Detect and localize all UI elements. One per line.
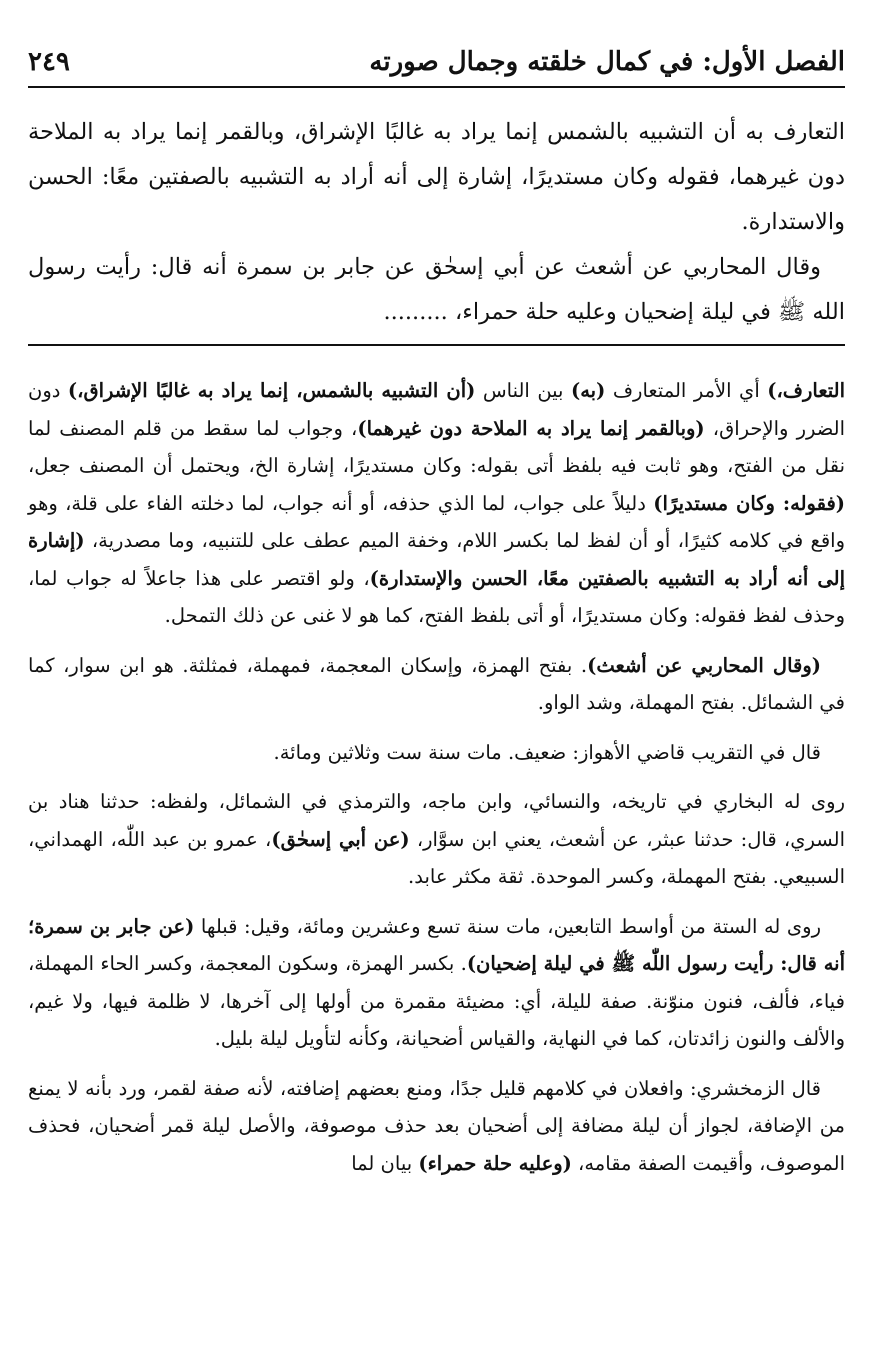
- commentary-p1-segment-8: (فقوله: وكان مستديرًا): [653, 491, 845, 515]
- commentary-p4-segment-1: (عن أبي إسحٰق): [271, 827, 410, 851]
- commentary-p6-segment-2: بيان لما: [351, 1151, 419, 1175]
- main-text-paragraph-1: التعارف به أن التشبيه بالشمس إنما يراد به غالبًا الإشراق، وبالقمر إنما يراد به الملاحة دون غيرهما، فقوله وكان مستديرًا، إشارة إلى أنه أراد به التشبيه بالصفتين معًا: الحسن والاستدارة.: [28, 119, 845, 235]
- commentary-p1-segment-7: ، وجواب لما سقط من قلم المصنف لما نقل من الفتح، وهو ثابت فيه بلفظ أتى بقوله: وكان مستديرًا، إشارة الخ، ويحتمل أن المصنف جعل،: [28, 416, 845, 477]
- commentary-p1-segment-1: أي الأمر المتعارف: [605, 379, 768, 402]
- commentary-p1-segment-5: دون الضرر والإحراق،: [28, 379, 846, 440]
- commentary-p1-segment-4: (أن التشبيه بالشمس، إنما يراد به غالبًا الإشراق،): [67, 379, 476, 402]
- commentary-p1-segment-3: بين الناس: [475, 379, 571, 402]
- commentary-p1-segment-9: دليلاً على جواب، لما الذي حذفه، أو أنه جواب، لما دخلته الفاء على قلة، وهو واقع في كلامه كثيرًا، أو أن لفظ لما بكسر اللام، وخفة الميم عطف على للتنبيه، وما مصدرية،: [28, 491, 845, 552]
- commentary-p5-segment-0: روى له الستة من أواسط التابعين، مات سنة تسع وعشرين ومائة، وقيل: قبلها: [194, 914, 822, 938]
- commentary-paragraph-4: [28, 783, 845, 896]
- commentary-p1-segment-2: (به): [570, 379, 606, 402]
- commentary-p5-segment-1: (عن جابر بن سمرة؛ أنه قال: رأيت رسول اللّٰه ﷺ في ليلة إضحيان): [28, 914, 845, 975]
- commentary-paragraph-1: [28, 372, 845, 635]
- commentary: [28, 372, 845, 1194]
- main-text-paragraph-2: وقال المحاربي عن أشعث عن أبي إسحٰق عن جابر بن سمرة أنه قال: رأيت رسول الله ﷺ في ليلة إضحيان وعليه حلة حمراء، .........: [28, 254, 845, 325]
- commentary-p4-segment-0: روى له البخاري في تاريخه، والنسائي، وابن ماجه، والترمذي في الشمائل، ولفظه: حدثنا هناد بن السري، قال: حدثنا عبثر، عن أشعث، يعني ابن سوَّار،: [28, 790, 845, 851]
- commentary-p6-segment-1: (وعليه حلة حمراء): [418, 1151, 572, 1175]
- commentary-p1-segment-11: ، ولو اقتصر على هذا جاعلاً له جواب لما، وحذف لفظ فقوله: وكان مستديرًا، أو أتى بلفظ الفتح، كما هو لا غنى عن ذلك التمحل.: [28, 566, 845, 627]
- commentary-paragraph-6: [28, 1070, 845, 1183]
- commentary-paragraph-3: قال في التقريب قاضي الأهواز: ضعيف. مات سنة ست وثلاثين ومائة.: [273, 740, 821, 764]
- main-text: [28, 110, 845, 335]
- commentary-p2-segment-0: (وقال المحاربي عن أشعث): [587, 653, 822, 677]
- commentary-paragraph-5: [28, 908, 845, 1058]
- page-number: ٢٤٩: [28, 47, 70, 77]
- commentary-p5-segment-2: . بكسر الهمزة، وسكون المعجمة، وكسر الحاء المهملة، فياء، فألف، فنون منوّنة. صفة لليلة، أي: مضيئة مقمرة من أولها إلى آخرها، لا ظلمة فيها، ولا غيم، والألف والنون زائدتان، كما في النهاية، والقياس أضحيانة، وكأنه لتأويل ليلة بليل.: [28, 952, 845, 1050]
- text-commentary-divider: [28, 344, 845, 346]
- running-title: الفصل الأول: في كمال خلقته وجمال صورته: [369, 47, 845, 77]
- commentary-p1-segment-0: التعارف،): [767, 379, 845, 402]
- commentary-p6-segment-0: قال الزمخشري: وافعلان في كلامهم قليل جدًا، ومنع بعضهم إضافته، لأنه صفة لقمر، ورد بأنه لا يمنع من الإضافة، لجواز أن ليلة مضافة إلى أضحيان بعد حذف موصوفة، والأصل ليلة قمر أضحيان، فحذف الموصوف، وأقيمت الصفة مقامه،: [28, 1076, 845, 1175]
- commentary-p2-segment-1: . بفتح الهمزة، وإسكان المعجمة، فمهملة، فمثلثة. هو ابن سوار، كما في الشمائل. بفتح المهملة، وشد الواو.: [28, 653, 845, 714]
- commentary-paragraph-2: [28, 647, 845, 722]
- commentary-p1-segment-6: (وبالقمر إنما يراد به الملاحة دون غيرهما): [357, 416, 705, 440]
- page-header: [28, 38, 845, 88]
- commentary-p1-segment-10: (إشارة إلى أنه أراد به التشبيه بالصفتين معًا، الحسن والإستدارة): [28, 529, 845, 590]
- commentary-p4-segment-2: ، عمرو بن عبد اللّٰه، الهمداني، السبيعي. بفتح المهملة، وكسر الموحدة. ثقة مكثر عابد.: [28, 827, 845, 888]
